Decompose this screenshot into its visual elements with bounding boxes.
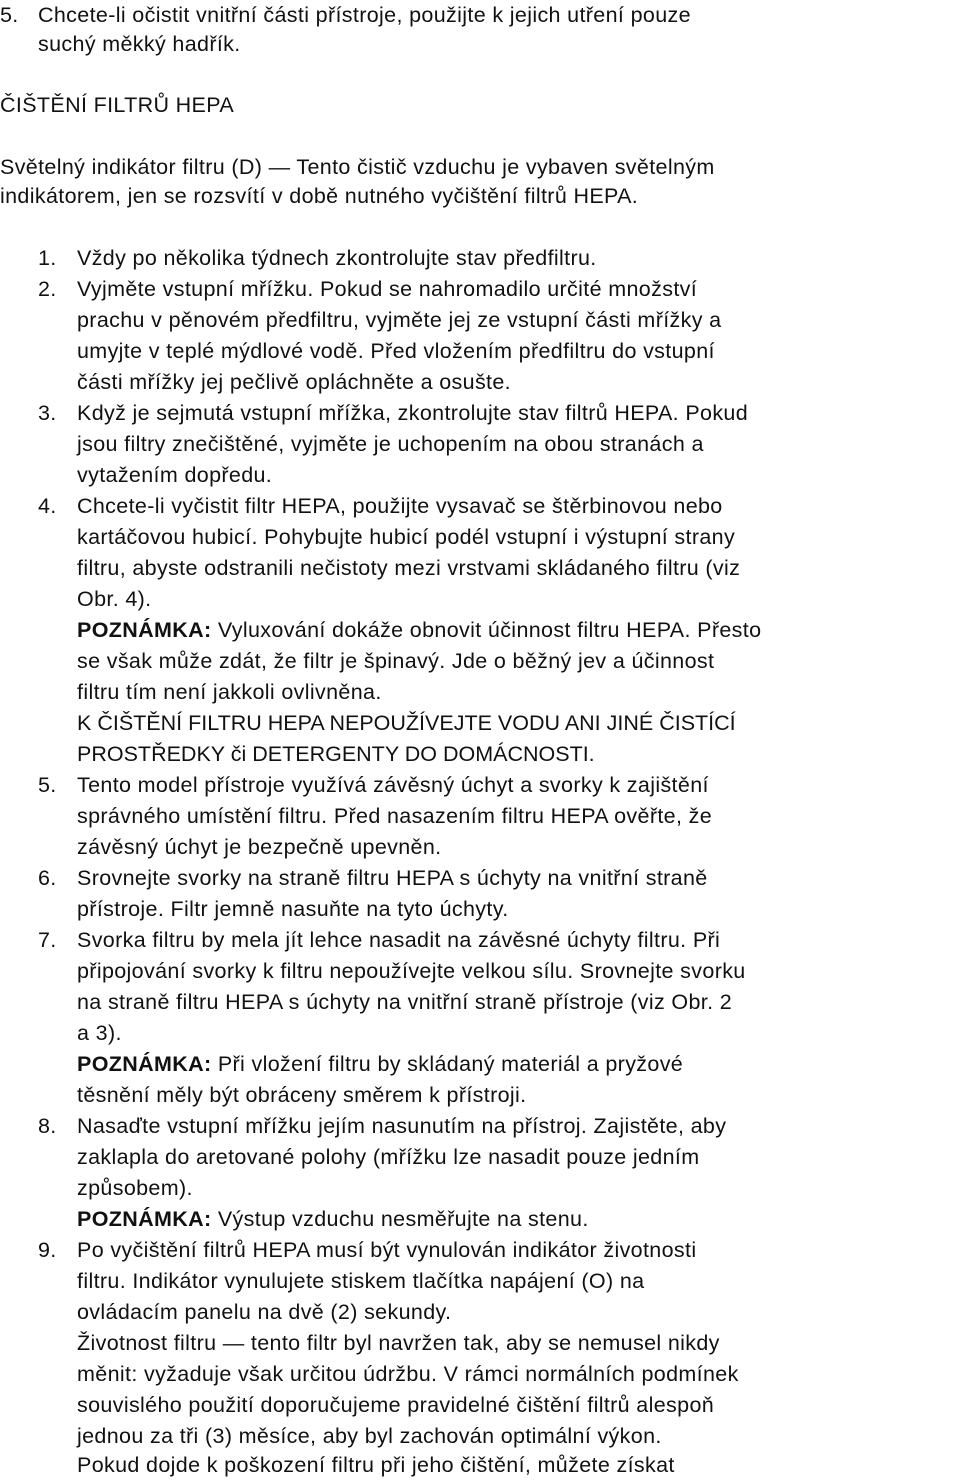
step-number: 5. [38,773,57,797]
note-text: Při vložení filtru by skládaný materiál a pryžové [211,1052,684,1076]
step-line: Svorka filtru by mela jít lehce nasadit na závěsné úchyty filtru. Při [77,928,721,952]
warning-line: K ČIŠTĚNÍ FILTRU HEPA NEPOUŽÍVEJTE VODU ANI JINÉ ČISTÍCÍ [77,711,736,735]
step-line: správného umístění filtru. Před nasazením filtru HEPA ověřte, že [77,804,713,828]
lifetime-line: Pokud dojde k poškození filtru při jeho čištění, můžete získat [77,1453,675,1477]
step-line: na straně filtru HEPA s úchyty na vnitřní straně přístroje (viz Obr. 2 [77,990,733,1014]
step-line: filtru, abyste odstranili nečistoty mezi vrstvami skládaného filtru (viz [77,556,741,580]
step-line: Nasaďte vstupní mřížku jejím nasunutím na přístroj. Zajistěte, aby [77,1114,727,1138]
step-line: Po vyčištění filtrů HEPA musí být vynulován indikátor životnosti [77,1238,697,1262]
lifetime-line: souvislého použití doporučujeme pravidelné čištění filtrů alespoň [77,1393,715,1417]
step-line: Tento model přístroje využívá závěsný úchyt a svorky k zajištění [77,773,709,797]
note-label: POZNÁMKA: [77,1207,212,1231]
step-line: části mřížky jej pečlivě opláchněte a osušte. [77,370,512,394]
step-number: 1. [38,246,57,270]
intro-item-line2: suchý měkký hadřík. [38,32,241,56]
lifetime-line: jednou za tři (3) měsíce, aby byl zachován optimální výkon. [77,1424,662,1448]
step-line: Chcete-li vyčistit filtr HEPA, použijte vysavač se štěrbinovou nebo [77,494,723,518]
lifetime-line: Životnost filtru — tento filtr byl navržen tak, aby se nemusel nikdy [77,1331,720,1355]
step-number: 6. [38,866,57,890]
note-text: Vyluxování dokáže obnovit účinnost filtru HEPA. Přesto [211,618,762,642]
step-number: 4. [38,494,57,518]
step-line: jsou filtry znečištěné, vyjměte je uchopením na obou stranách a [77,432,704,456]
step-number: 8. [38,1114,57,1138]
step-line: způsobem). [77,1176,193,1200]
step-number: 7. [38,928,57,952]
step-line: a 3). [77,1021,122,1045]
step-line: závěsný úchyt je bezpečně upevněn. [77,835,442,859]
note-line [77,615,761,645]
step-line: Srovnejte svorky na straně filtru HEPA s úchyty na vnitřní straně [77,866,708,890]
step-number: 2. [38,277,57,301]
note-text: Výstup vzduchu nesměřujte na stenu. [211,1207,589,1231]
note-label: POZNÁMKA: [77,1052,212,1076]
step-line: připojování svorky k filtru nepoužívejte velkou sílu. Srovnejte svorku [77,959,746,983]
step-line: ovládacím panelu na dvě (2) sekundy. [77,1300,452,1324]
step-number: 9. [38,1238,57,1262]
section-heading: ČIŠTĚNÍ FILTRŮ HEPA [0,93,235,117]
note-line [77,1049,683,1079]
step-line: vytažením dopředu. [77,463,273,487]
warning-line: PROSTŘEDKY či DETERGENTY DO DOMÁCNOSTI. [77,742,595,766]
note-line [77,1204,589,1234]
note-line: těsnění měly být obráceny směrem k přístroji. [77,1083,527,1107]
step-line: Vždy po několika týdnech zkontrolujte stav předfiltru. [77,246,597,270]
note-line: se však může zdát, že filtr je špinavý. Jde o běžný jev a účinnost [77,649,715,673]
note-label: POZNÁMKA: [77,618,212,642]
step-line: přístroje. Filtr jemně nasuňte na tyto úchyty. [77,897,509,921]
step-line: Vyjměte vstupní mřížku. Pokud se nahromadilo určité množství [77,277,698,301]
step-number: 3. [38,401,57,425]
step-line: filtru. Indikátor vynulujete stiskem tlačítka napájení (O) na [77,1269,645,1293]
step-line: Obr. 4). [77,587,152,611]
note-line: filtru tím není jakkoli ovlivněna. [77,680,382,704]
step-line: kartáčovou hubicí. Pohybujte hubicí podél vstupní i výstupní strany [77,525,736,549]
lifetime-line: měnit: vyžaduje však určitou údržbu. V rámci normálních podmínek [77,1362,739,1386]
step-line: prachu v pěnovém předfiltru, vyjměte jej ze vstupní části mřížky a [77,308,722,332]
intro-item-number: 5. [0,3,19,27]
step-line: zaklapla do aretované polohy (mřížku lze nasadit pouze jedním [77,1145,700,1169]
step-line: Když je sejmutá vstupní mřížka, zkontrolujte stav filtrů HEPA. Pokud [77,401,749,425]
indicator-para-line1: Světelný indikátor filtru (D) — Tento čistič vzduchu je vybaven světelným [0,155,715,179]
indicator-para-line2: indikátorem, jen se rozsvítí v době nutného vyčištění filtrů HEPA. [0,184,639,208]
intro-item-line1: Chcete-li očistit vnitřní části přístroje, použijte k jejich utření pouze [38,3,691,27]
intro-item [0,0,691,30]
step-line: umyjte v teplé mýdlové vodě. Před vložením předfiltru do vstupní [77,339,715,363]
